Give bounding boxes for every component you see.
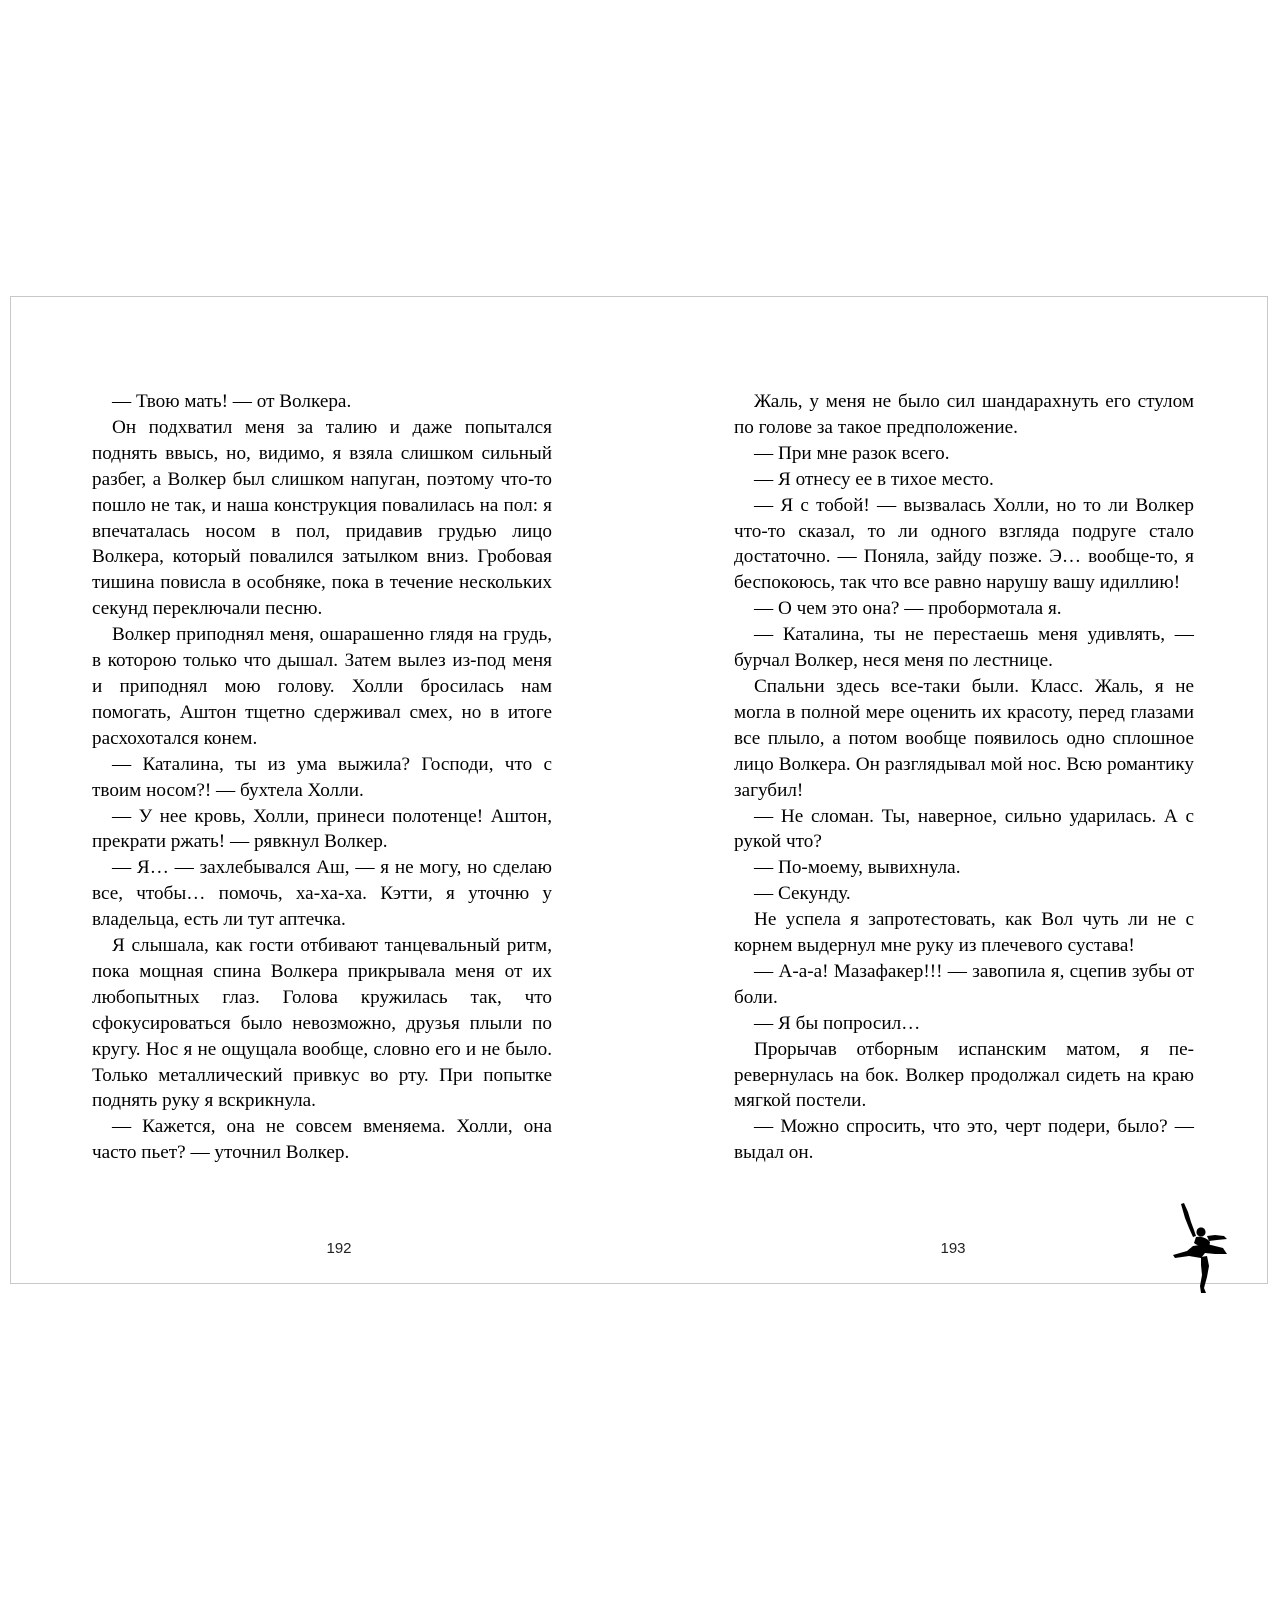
paragraph: — Не сломан. Ты, наверное, сильно ударилась. А с рукой что?	[734, 805, 1194, 853]
paragraph: — Кажется, она не совсем вменяема. Холли, она часто пьет? — уточнил Волкер.	[92, 1116, 552, 1164]
left-page	[92, 389, 552, 1166]
paragraph: — Каталина, ты не перестаешь меня удивлять, — бурчал Волкер, неся меня по лестнице.	[734, 624, 1194, 672]
paragraph: Он подхватил меня за талию и даже попытался поднять ввысь, но, видимо, я взяла слишком сильный разбег, а Волкер был слишком напуган, поэтому что-то пошло не так, и наша конструкция повалилась на пол: я впечаталась носом в пол, придавив грудью лицо Волкера, который повалился затылком вниз. Гробовая тишина повисла в особняке, пока в течение нескольких секунд переключали песню.	[92, 416, 552, 620]
paragraph: — Твою мать! — от Волкера.	[112, 391, 352, 412]
paragraph: Волкер приподнял меня, ошарашенно глядя на грудь, в которою только что дышал. Затем вылез из-под меня и приподнял мою голову. Холли бросилась нам помогать, Аштон тщетно сдерживал смех, но в итоге расхохотался конем.	[92, 624, 552, 749]
paragraph: — Каталина, ты из ума выжила? Господи, что с твоим носом?! — бухтела Холли.	[92, 753, 552, 801]
paragraph: — О чем это она? — пробормотала я.	[754, 598, 1062, 620]
paragraph: — Я бы попросил…	[754, 1012, 921, 1034]
paragraph: — А-а-а! Мазафакер!!! — завопила я, сцепив зубы от боли.	[734, 960, 1194, 1008]
paragraph: — Секунду.	[754, 883, 851, 905]
right-page-text	[734, 389, 1194, 1166]
left-page-text	[92, 389, 552, 1166]
paragraph: — Я с тобой! — вызвалась Холли, но то ли Волкер что-то сказал, то ли одного взгляда подруге стало достаточно. — Поняла, зайду позже. Э… вообще-то, я беспокоюсь, так что все равно нарушу вашу идиллию!	[734, 494, 1194, 594]
paragraph: Не успела я запротестовать, как Вол чуть ли не с корнем выдернул мне руку из плечевого сустава!	[734, 909, 1194, 957]
paragraph: Я слышала, как гости отбивают танцевальный ритм, пока мощная спина Волкера прикрывала меня от их любопытных глаз. Голова кружилась так, что сфокусироваться было невозможно, друзья плыли по кругу. Нос я не ощущала вообще, словно его и не было. Только металлический привкус во рту. При попытке поднять руку я вскрикнула.	[92, 935, 552, 1112]
page-number-left: 192	[326, 1240, 352, 1257]
paragraph: Спальни здесь все-таки были. Класс. Жаль, я не могла в полной мере оценить их красоту, перед глазами все плыло, а потом вообще появилось одно сплошное лицо Волкера. Он разглядывал мой нос. Всю романтику загубил!	[734, 675, 1194, 801]
paragraph: — У нее кровь, Холли, принеси полотенце! Аштон, прекрати ржать! — рявкнул Волкер.	[92, 805, 552, 853]
paragraph: — Я… — захлебывался Аш, — я не могу, но сделаю все, чтобы… помочь, ха-ха-ха. Кэтти, я уточню у владельца, есть ли тут аптечка.	[92, 857, 552, 931]
ballerina-silhouette-icon	[1171, 1202, 1231, 1294]
paragraph: Жаль, у меня не было сил шандарахнуть его стулом по голове за такое предположение.	[734, 391, 1194, 438]
book-spread	[10, 296, 1268, 1284]
paragraph: — По-моему, вывихнула.	[754, 857, 961, 879]
right-page	[734, 389, 1194, 1166]
paragraph: — Можно спросить, что это, черт подери, было? — выдал он.	[734, 1116, 1194, 1164]
paragraph: Прорычав отборным испанским матом, я перевернулась на бок. Волкер продолжал сидеть на краю мягкой постели.	[734, 1038, 1194, 1112]
paragraph: — Я отнесу ее в тихое место.	[754, 468, 994, 490]
page-number-right: 193	[940, 1240, 966, 1257]
paragraph: — При мне разок всего.	[754, 442, 950, 464]
